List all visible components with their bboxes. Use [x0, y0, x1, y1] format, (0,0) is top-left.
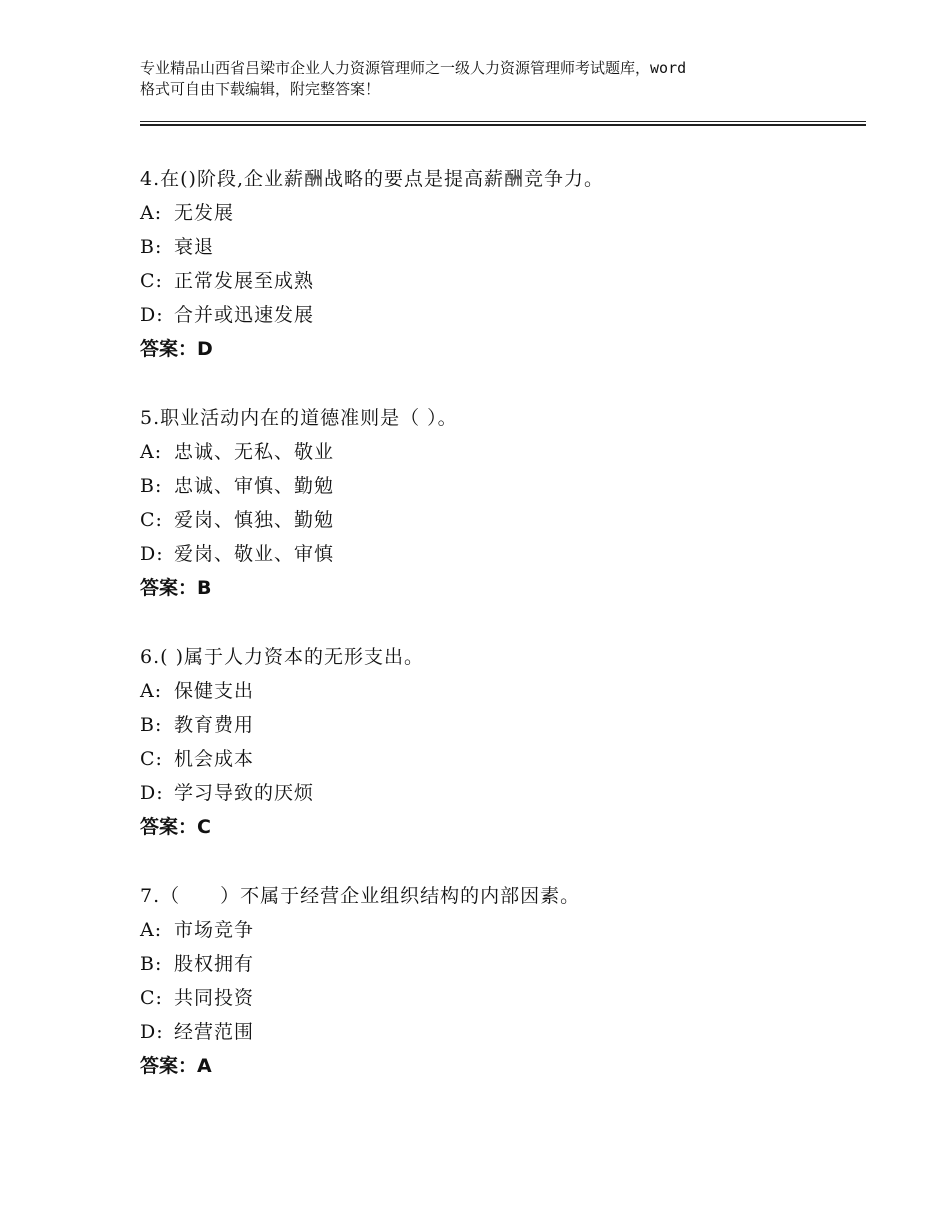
option-text: 忠诚、无私、敬业 — [174, 441, 335, 463]
option-key: A: — [140, 919, 163, 941]
option-key: B: — [140, 236, 163, 258]
option-text: 合并或迅速发展 — [174, 304, 315, 326]
option-text: 正常发展至成熟 — [174, 270, 315, 292]
answer-label: 答案：B — [140, 577, 212, 599]
answer-label: 答案：D — [140, 338, 213, 360]
option-text: 忠诚、审慎、勤勉 — [174, 475, 335, 497]
option-a — [140, 438, 860, 472]
option-key: B: — [140, 475, 163, 497]
question-item — [140, 643, 860, 847]
header-divider-thick — [140, 124, 866, 126]
option-b — [140, 950, 860, 984]
option-c — [140, 267, 860, 301]
option-key: A: — [140, 680, 163, 702]
question-list — [140, 165, 860, 1121]
option-text: 保健支出 — [174, 680, 255, 702]
question-stem: 7.（ ）不属于经营企业组织结构的内部因素。 — [140, 885, 581, 907]
option-d — [140, 301, 860, 335]
option-key: C: — [140, 509, 163, 531]
question-stem: 5.职业活动内在的道德准则是（ ）。 — [140, 407, 458, 429]
option-a — [140, 199, 860, 233]
option-text: 经营范围 — [174, 1021, 255, 1043]
option-b — [140, 472, 860, 506]
option-a — [140, 916, 860, 950]
header-title-line-2: 格式可自由下载编辑，附完整答案！ — [140, 80, 381, 98]
option-key: C: — [140, 270, 163, 292]
option-c — [140, 984, 860, 1018]
option-key: C: — [140, 987, 163, 1009]
option-text: 机会成本 — [174, 748, 255, 770]
option-b — [140, 711, 860, 745]
question-item — [140, 404, 860, 608]
answer-label: 答案：A — [140, 1055, 212, 1077]
option-a — [140, 677, 860, 711]
option-c — [140, 506, 860, 540]
question-item — [140, 165, 860, 369]
option-key: B: — [140, 953, 163, 975]
option-key: D: — [140, 543, 164, 565]
question-stem: 4.在()阶段,企业薪酬战略的要点是提高薪酬竞争力。 — [140, 168, 604, 190]
answer-label: 答案：C — [140, 816, 211, 838]
option-key: A: — [140, 441, 163, 463]
document-header — [140, 58, 840, 100]
option-key: C: — [140, 748, 163, 770]
option-text: 爱岗、慎独、勤勉 — [174, 509, 335, 531]
option-c — [140, 745, 860, 779]
question-item — [140, 882, 860, 1086]
option-b — [140, 233, 860, 267]
question-stem: 6.( )属于人力资本的无形支出。 — [140, 646, 424, 668]
option-text: 共同投资 — [174, 987, 255, 1009]
option-key: D: — [140, 782, 164, 804]
option-d — [140, 540, 860, 574]
option-text: 无发展 — [174, 202, 235, 224]
option-key: A: — [140, 202, 163, 224]
option-text: 股权拥有 — [174, 953, 255, 975]
option-text: 学习导致的厌烦 — [174, 782, 315, 804]
option-text: 爱岗、敬业、审慎 — [174, 543, 335, 565]
option-key: D: — [140, 1021, 164, 1043]
option-key: B: — [140, 714, 163, 736]
option-key: D: — [140, 304, 164, 326]
option-d — [140, 1018, 860, 1052]
header-divider-thin — [140, 121, 866, 122]
option-d — [140, 779, 860, 813]
option-text: 市场竞争 — [174, 919, 255, 941]
header-title-line-1: 专业精品山西省吕梁市企业人力资源管理师之一级人力资源管理师考试题库，word — [140, 59, 687, 77]
option-text: 衰退 — [174, 236, 215, 258]
option-text: 教育费用 — [174, 714, 255, 736]
